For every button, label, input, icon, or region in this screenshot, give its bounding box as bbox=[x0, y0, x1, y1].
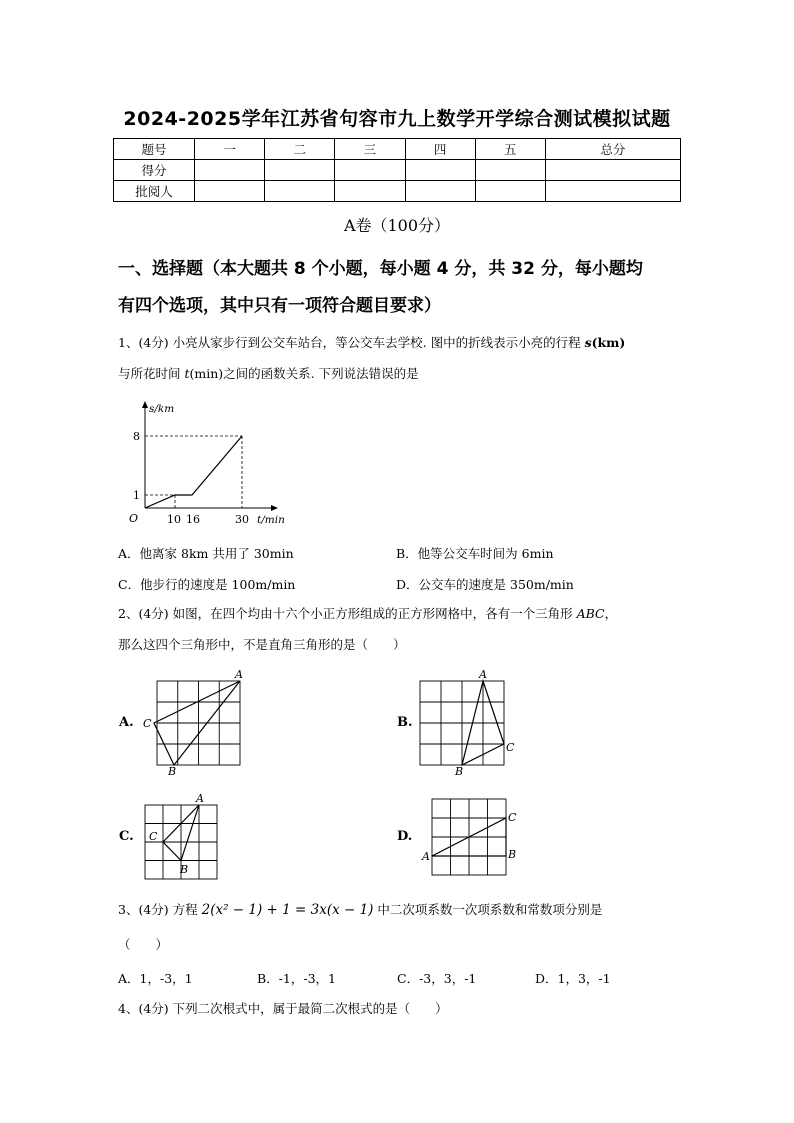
score-header-cell: 五 bbox=[475, 139, 545, 160]
vertex-c-label: C bbox=[149, 830, 158, 843]
question-3-option-a[interactable]: A．1，-3，1 bbox=[118, 971, 193, 986]
vertex-c-label: C bbox=[508, 811, 517, 824]
x-tick-label: 16 bbox=[186, 513, 200, 526]
score-cell[interactable] bbox=[405, 181, 475, 202]
vertex-a-label: A bbox=[479, 668, 487, 681]
score-cell[interactable] bbox=[195, 160, 265, 181]
vertex-c-label: C bbox=[506, 741, 515, 754]
vertex-b-label: B bbox=[180, 863, 189, 876]
question-2-option-b[interactable]: B. bbox=[397, 715, 413, 730]
x-axis-arrow bbox=[271, 505, 278, 511]
question-2-line2: 那么这四个三角形中，不是直角三角形的是（ ） bbox=[118, 637, 406, 652]
x-tick-label: 30 bbox=[235, 513, 249, 526]
question-2-grid-c bbox=[140, 790, 230, 886]
score-cell[interactable] bbox=[195, 181, 265, 202]
vertex-b-label: B bbox=[455, 765, 464, 777]
question-1-line1: 1、(4分) 小亮从家步行到公交车站台，等公交车去学校. 图中的折线表示小亮的行程 s(km) bbox=[118, 335, 626, 350]
question-3-line1: 3、(4分) 方程 2(x² − 1) + 1 = 3x(x − 1) 中二次项系数一次项系数和常数项分别是 bbox=[118, 902, 603, 918]
score-row-label: 批阅人 bbox=[114, 181, 195, 202]
score-cell[interactable] bbox=[545, 181, 680, 202]
score-header-cell: 四 bbox=[405, 139, 475, 160]
question-3-option-b[interactable]: B．-1，-3，1 bbox=[257, 971, 336, 986]
score-row-label: 得分 bbox=[114, 160, 195, 181]
question-1-option-d[interactable]: D．公交车的速度是 350m/min bbox=[396, 577, 574, 592]
grid-lines bbox=[420, 681, 504, 765]
score-cell[interactable] bbox=[545, 160, 680, 181]
question-3-blank: （ ） bbox=[118, 937, 169, 952]
score-table bbox=[113, 138, 681, 202]
question-2-grid-b bbox=[410, 665, 520, 777]
question-2-grid-d bbox=[420, 795, 530, 880]
exam-title: 2024-2025学年江苏省句容市九上数学开学综合测试模拟试题 bbox=[123, 108, 671, 130]
score-table-header-row bbox=[114, 139, 681, 160]
score-cell[interactable] bbox=[265, 181, 335, 202]
vertex-a-label: A bbox=[235, 668, 243, 681]
question-2-option-d[interactable]: D. bbox=[397, 829, 413, 844]
vertex-a-label: A bbox=[196, 792, 204, 805]
x-axis-label: t/min bbox=[257, 514, 285, 526]
vertex-a-label: A bbox=[422, 850, 430, 863]
score-cell[interactable] bbox=[335, 181, 405, 202]
vertex-b-label: B bbox=[508, 848, 517, 861]
y-axis-label: s/km bbox=[149, 403, 175, 415]
x-tick-label: 10 bbox=[167, 513, 181, 526]
grid-lines bbox=[157, 681, 240, 765]
question-1-line2: 与所花时间 t(min)之间的函数关系. 下列说法错误的是 bbox=[118, 366, 419, 381]
score-table-row bbox=[114, 160, 681, 181]
question-2-option-c[interactable]: C. bbox=[119, 829, 134, 844]
score-cell[interactable] bbox=[405, 160, 475, 181]
section-heading-line1: 一、选择题（本大题共 8 个小题，每小题 4 分，共 32 分，每小题均 bbox=[118, 259, 643, 279]
score-header-cell: 一 bbox=[195, 139, 265, 160]
question-1-option-a[interactable]: A．他离家 8km 共用了 30min bbox=[118, 546, 294, 561]
score-header-cell: 总分 bbox=[545, 139, 680, 160]
question-4-text: 4、(4分) 下列二次根式中，属于最简二次根式的是（ ） bbox=[118, 1001, 448, 1016]
section-heading-line2: 有四个选项，其中只有一项符合题目要求） bbox=[118, 296, 441, 316]
distance-time-polyline bbox=[145, 436, 242, 508]
question-2-line1: 2、(4分) 如图，在四个均由十六个小正方形组成的正方形网格中，各有一个三角形 ABC， bbox=[118, 606, 618, 621]
y-tick-label: 8 bbox=[133, 430, 140, 443]
question-3-option-d[interactable]: D．1，3，-1 bbox=[535, 971, 611, 986]
question-2-option-a[interactable]: A. bbox=[119, 715, 134, 730]
question-1-option-c[interactable]: C．他步行的速度是 100m/min bbox=[118, 577, 296, 592]
score-cell[interactable] bbox=[265, 160, 335, 181]
score-header-cell: 题号 bbox=[114, 139, 195, 160]
question-1-option-b[interactable]: B．他等公交车时间为 6min bbox=[396, 546, 554, 561]
y-tick-label: 1 bbox=[133, 489, 140, 502]
y-axis-arrow bbox=[142, 401, 148, 408]
question-2-grid-a bbox=[140, 665, 250, 777]
score-cell[interactable] bbox=[335, 160, 405, 181]
question-1-graph bbox=[115, 395, 295, 530]
volume-label: A卷（100分） bbox=[343, 216, 451, 235]
question-3-option-c[interactable]: C．-3，3，-1 bbox=[397, 971, 477, 986]
score-header-cell: 三 bbox=[335, 139, 405, 160]
vertex-b-label: B bbox=[168, 765, 177, 777]
score-cell[interactable] bbox=[475, 160, 545, 181]
score-cell[interactable] bbox=[475, 181, 545, 202]
origin-label: O bbox=[129, 512, 139, 525]
score-header-cell: 二 bbox=[265, 139, 335, 160]
score-table-row bbox=[114, 181, 681, 202]
question-3-equation: 2(x² − 1) + 1 = 3x(x − 1) bbox=[201, 902, 374, 918]
vertex-c-label: C bbox=[143, 717, 152, 730]
